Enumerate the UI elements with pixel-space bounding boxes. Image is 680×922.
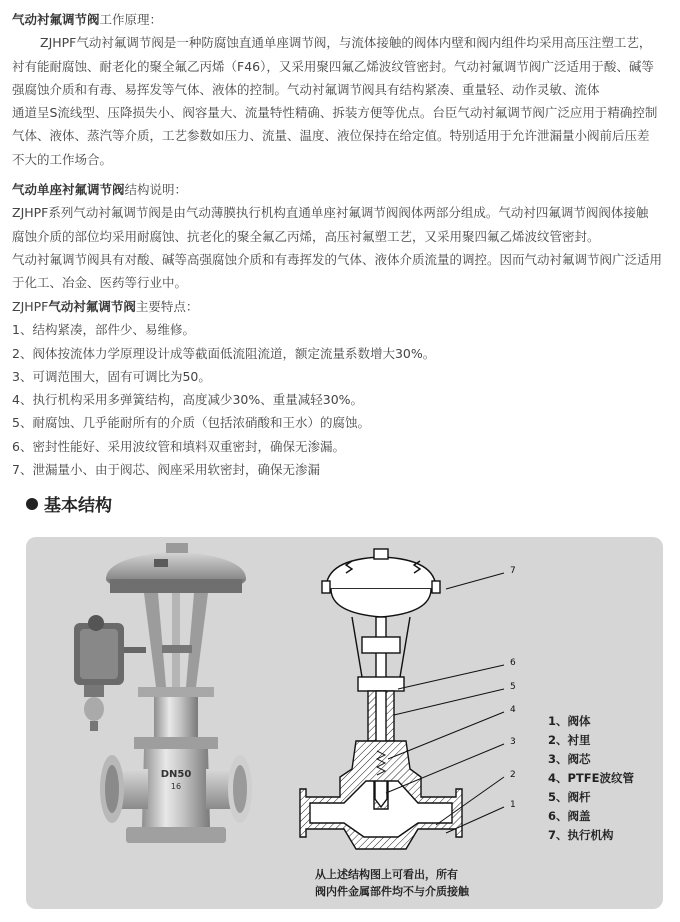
basic-structure-title: 基本结构 [44,496,112,516]
legend-item: 3、阀芯 [548,752,591,766]
intro-heading-bold: 气动衬氟调节阀 [12,12,100,27]
feature-item: 5、耐腐蚀、几乎能耐所有的介质（包括浓硝酸和王水）的腐蚀。 [12,415,370,431]
caption-line: 从上述结构图上可看出，所有 [315,868,458,881]
valve-photo [74,543,252,843]
legend-item: 1、阀体 [548,714,591,728]
legend-item: 5、阀杆 [548,790,591,804]
callout-7: 7 [510,566,516,576]
structure-section [0,178,680,294]
legend-item: 4、PTFE波纹管 [548,771,634,785]
callout-1: 1 [510,800,516,810]
intro-heading [12,8,680,31]
parts-legend [548,712,634,845]
photo-fig-label: 16 [170,782,182,791]
feature-item: 4、执行机构采用多弹簧结构，高度减少30%、重量减轻30%。 [12,392,364,408]
legend-item: 2、衬里 [548,733,591,747]
figure-caption [315,866,469,900]
features-heading-bold: 气动衬氟调节阀 [48,299,136,314]
structure-line: 于化工、冶金、医药等行业中。 [12,275,188,291]
intro-line: 强腐蚀介质和有毒、易挥发等气体、液体的控制。气动衬氟调节阀具有结构紧凑、重量轻、动作灵敏、流体 [12,81,600,97]
legend-item: 6、阀盖 [548,809,591,823]
structure-line: ZJHPF系列气动衬氟调节阀是由气动薄膜执行机构直通单座衬氟调节阀阀体两部分组成。气动衬四氟调节阀阀体接触 [12,205,649,221]
features-heading-rest: 主要特点： [135,299,199,314]
structure-heading-rest: 结构说明： [124,182,188,197]
feature-item: 6、密封性能好、采用波纹管和填料双重密封，确保无渗漏。 [12,438,345,454]
feature-item: 7、泄漏量小、由于阀芯、阀座采用软密封，确保无渗漏 [12,462,320,478]
features-section [0,295,680,481]
callout-2: 2 [510,770,516,780]
callout-4: 4 [510,705,516,715]
intro-line: 气体、液体、蒸汽等介质，工艺参数如压力、流量、温度、液位保持在给定值。特别适用于允许泄漏量小阀前后压差 [12,128,650,144]
structure-heading-bold: 气动单座衬氟调节阀 [12,182,125,197]
intro-section [0,8,680,171]
legend-item: 7、执行机构 [548,828,614,842]
basic-structure-heading [26,491,112,516]
callout-3: 3 [510,737,516,747]
feature-item: 3、可调范围大，固有可调比为50。 [12,368,211,384]
structure-line: 腐蚀介质的部位均采用耐腐蚀、抗老化的聚全氟乙丙烯，高压衬氟塑工艺，又采用聚四氟乙烯波纹管密封。 [12,228,600,244]
caption-line: 阀内件金属部件均不与介质接触 [315,885,469,898]
callout-6: 6 [510,658,516,668]
structure-line: 气动衬氟调节阀具有对酸、碱等高强腐蚀介质和有毒挥发的气体、液体介质流量的调控。因而气动衬氟调节阀广泛适用 [12,251,663,267]
intro-heading-rest: 工作原理： [99,12,163,27]
photo-dn-label: DN50 [160,769,192,780]
feature-item: 2、阀体按流体力学原理设计成等截面低流阻流道，额定流量系数增大30%。 [12,345,436,361]
structure-heading [12,178,680,201]
callout-5: 5 [510,682,516,692]
intro-line: 通道呈S流线型、压降损失小、阀容量大、流量特性精确、拆装方便等优点。台臣气动衬氟调节阀广泛应用于精确控制 [12,105,658,121]
bullet-dot-icon [26,498,38,510]
features-heading-prefix: ZJHPF [12,299,49,314]
intro-line: 衬有能耐腐蚀、耐老化的聚全氟乙丙烯（F46），又采用聚四氟乙烯波纹管密封。气动衬氟调节阀广泛适用于酸、碱等 [12,58,654,74]
valve-cross-section [300,549,462,849]
intro-line: ZJHPF气动衬氟调节阀是一种防腐蚀直通单座调节阀，与流体接触的阀体内壁和阀内组件均采用高压注塑工艺， [40,35,652,51]
feature-item: 1、结构紧凑，部件少、易维修。 [12,322,195,338]
features-heading [12,295,680,318]
intro-line: 不大的工作场合。 [12,151,113,167]
